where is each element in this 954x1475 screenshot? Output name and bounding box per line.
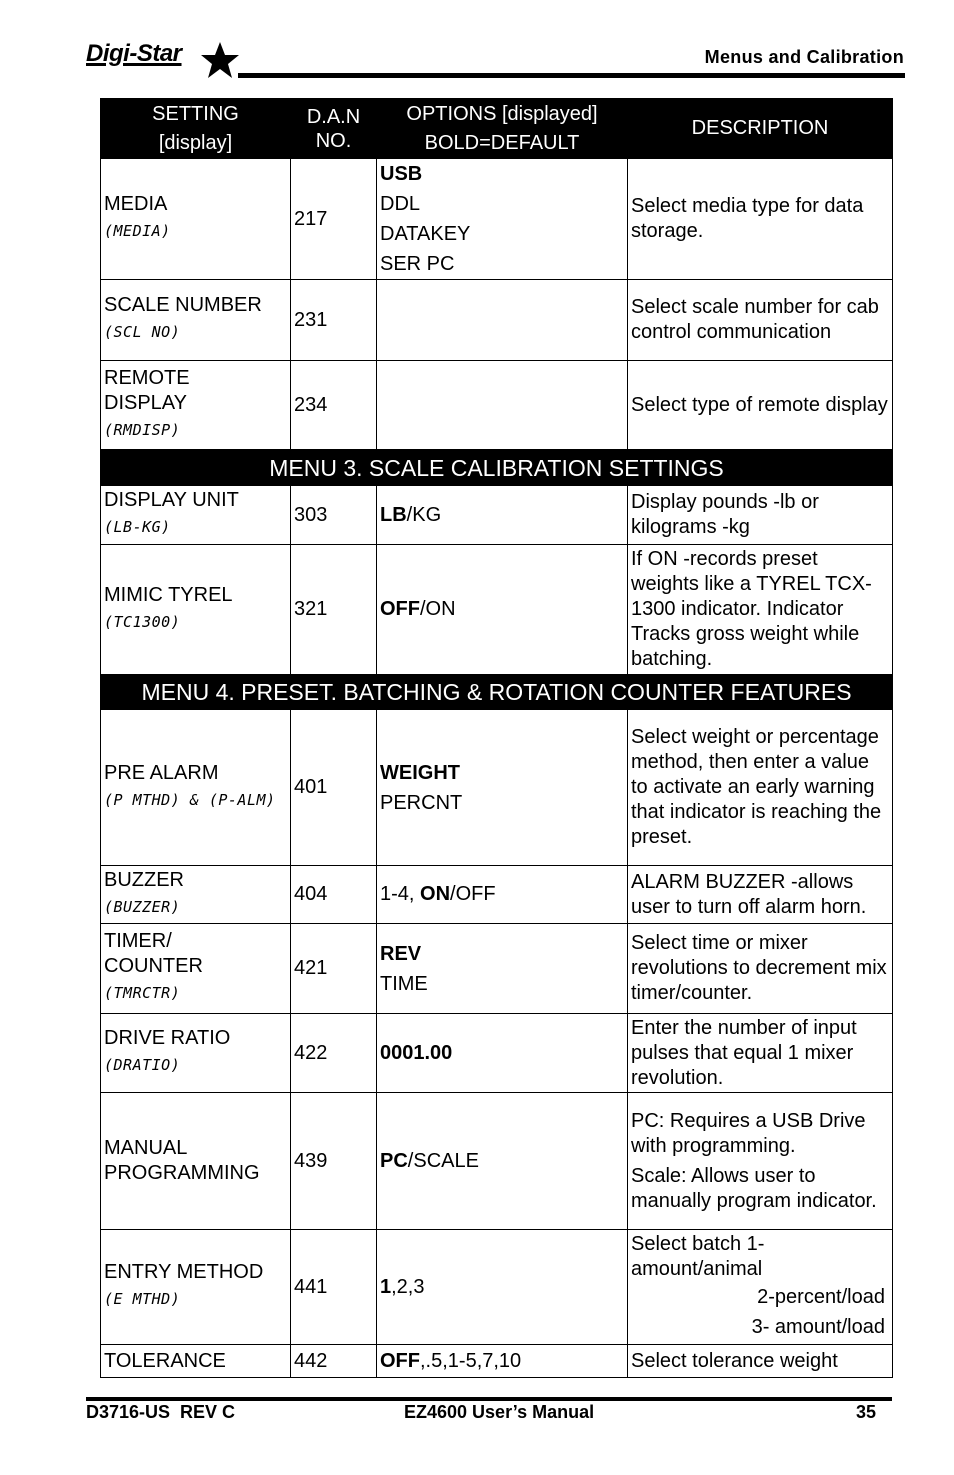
description-cell: If ON -records preset weights like a TYREL TCX-1300 indicator. Indicator Tracks gross weight while batching. [628, 545, 893, 675]
manual-title: EZ4600 User’s Manual [404, 1402, 595, 1422]
setting-cell: TOLERANCE [101, 1345, 291, 1378]
table-row-media [101, 159, 893, 280]
description-cell: Display pounds -lb or kilograms -kg [628, 486, 893, 545]
setting-cell: REMOTE DISPLAY (RMDISP) [101, 361, 291, 450]
setting-cell: MANUAL PROGRAMMING [101, 1093, 291, 1230]
dan-cell: 442 [291, 1345, 377, 1378]
options-cell: OFF/ON [377, 545, 628, 675]
table-row-mimic-tyrel [101, 545, 893, 675]
description-cell: Enter the number of input pulses that equal 1 mixer revolution. [628, 1014, 893, 1093]
setting-cell: MEDIA (MEDIA) [101, 159, 291, 280]
dan-cell: 234 [291, 361, 377, 450]
table-row-pre-alarm [101, 710, 893, 866]
display-code: (TC1300) [104, 612, 181, 631]
digi-star-logo: Digi-Star [86, 40, 182, 67]
dan-cell: 401 [291, 710, 377, 866]
description-cell: Select media type for data storage. [628, 159, 893, 280]
description-cell: Select type of remote display [628, 361, 893, 450]
display-code: (DRATIO) [104, 1056, 181, 1074]
section-row-menu4 [101, 675, 893, 710]
table-row-timer-counter [101, 924, 893, 1014]
table-row-remote-display [101, 361, 893, 450]
setting-cell: PRE ALARM (P MTHD) & (P-ALM) [101, 710, 291, 866]
table-row-buzzer [101, 866, 893, 924]
col-options-header: OPTIONS [displayed] BOLD=DEFAULT [377, 99, 628, 159]
dan-cell: 439 [291, 1093, 377, 1230]
dan-cell: 422 [291, 1014, 377, 1093]
col-description-header: DESCRIPTION [628, 99, 893, 159]
dan-cell: 231 [291, 280, 377, 361]
setting-cell: BUZZER (BUZZER) [101, 866, 291, 924]
section-heading: MENU 4. PRESET. BATCHING & ROTATION COUNTER FEATURES [101, 675, 893, 710]
setting-cell: DRIVE RATIO (DRATIO) [101, 1014, 291, 1093]
options-cell: WEIGHT PERCNT [377, 710, 628, 866]
footer-rule [86, 1397, 892, 1401]
table-header-row [101, 99, 893, 159]
options-cell: REV TIME [377, 924, 628, 1014]
setting-cell: MIMIC TYREL (TC1300) [101, 545, 291, 675]
description-cell: ALARM BUZZER -allows user to turn off alarm horn. [628, 866, 893, 924]
col-dan-header: D.A.N NO. [291, 99, 377, 159]
table-row-scale-number [101, 280, 893, 361]
options-cell: LB/KG [377, 486, 628, 545]
description-cell: Select weight or percentage method, then enter a value to activate an early warning that indicator is reaching the preset. [628, 710, 893, 866]
table-row-entry-method [101, 1230, 893, 1345]
dan-cell: 217 [291, 159, 377, 280]
col-setting-header: SETTING [display] [101, 99, 291, 159]
table-row-drive-ratio [101, 1014, 893, 1093]
dan-cell: 441 [291, 1230, 377, 1345]
display-code: (SCL NO) [104, 323, 181, 341]
table-row-tolerance [101, 1345, 893, 1378]
description-cell: Select tolerance weight [628, 1345, 893, 1378]
table-row-manual-programming [101, 1093, 893, 1230]
setting-cell: ENTRY METHOD (E MTHD) [101, 1230, 291, 1345]
display-code: (MEDIA) [104, 222, 171, 240]
display-code: (RMDISP) [104, 420, 181, 439]
display-code: (LB-KG) [104, 518, 171, 536]
description-cell: Select batch 1-amount/animal 2-percent/load 3- amount/load [628, 1230, 893, 1345]
setting-cell: SCALE NUMBER (SCL NO) [101, 280, 291, 361]
dan-cell: 321 [291, 545, 377, 675]
setting-cell: TIMER/ COUNTER (TMRCTR) [101, 924, 291, 1014]
header-rule [238, 73, 905, 78]
page-number: 35 [856, 1402, 877, 1422]
options-cell: USB DDL DATAKEY SER PC [377, 159, 628, 280]
display-code: (TMRCTR) [104, 984, 181, 1002]
table-row-display-unit [101, 486, 893, 545]
options-cell [377, 361, 628, 450]
description-cell: PC: Requires a USB Drive with programming. Scale: Allows user to manually program indicator. [628, 1093, 893, 1230]
description-cell: Select scale number for cab control communication [628, 280, 893, 361]
options-cell: OFF,.5,1-5,7,10 [377, 1345, 628, 1378]
display-code: (P MTHD) & (P-ALM) [104, 790, 276, 809]
display-code: (BUZZER) [104, 897, 181, 916]
options-cell: 0001.00 [377, 1014, 628, 1093]
options-cell [377, 280, 628, 361]
section-heading: MENU 3. SCALE CALIBRATION SETTINGS [101, 450, 893, 486]
settings-table [100, 98, 893, 1378]
options-cell: 1,2,3 [377, 1230, 628, 1345]
section-row-menu3 [101, 450, 893, 486]
options-cell: 1-4, ON/OFF [377, 866, 628, 924]
dan-cell: 421 [291, 924, 377, 1014]
description-cell: Select time or mixer revolutions to decrement mix timer/counter. [628, 924, 893, 1014]
display-code: (E MTHD) [104, 1290, 181, 1308]
options-cell: PC/SCALE [377, 1093, 628, 1230]
dan-cell: 404 [291, 866, 377, 924]
dan-cell: 303 [291, 486, 377, 545]
doc-id: D3716-US REV C [86, 1402, 236, 1422]
section-title: Menus and Calibration [704, 47, 904, 67]
star-icon [200, 40, 240, 80]
setting-cell: DISPLAY UNIT (LB-KG) [101, 486, 291, 545]
